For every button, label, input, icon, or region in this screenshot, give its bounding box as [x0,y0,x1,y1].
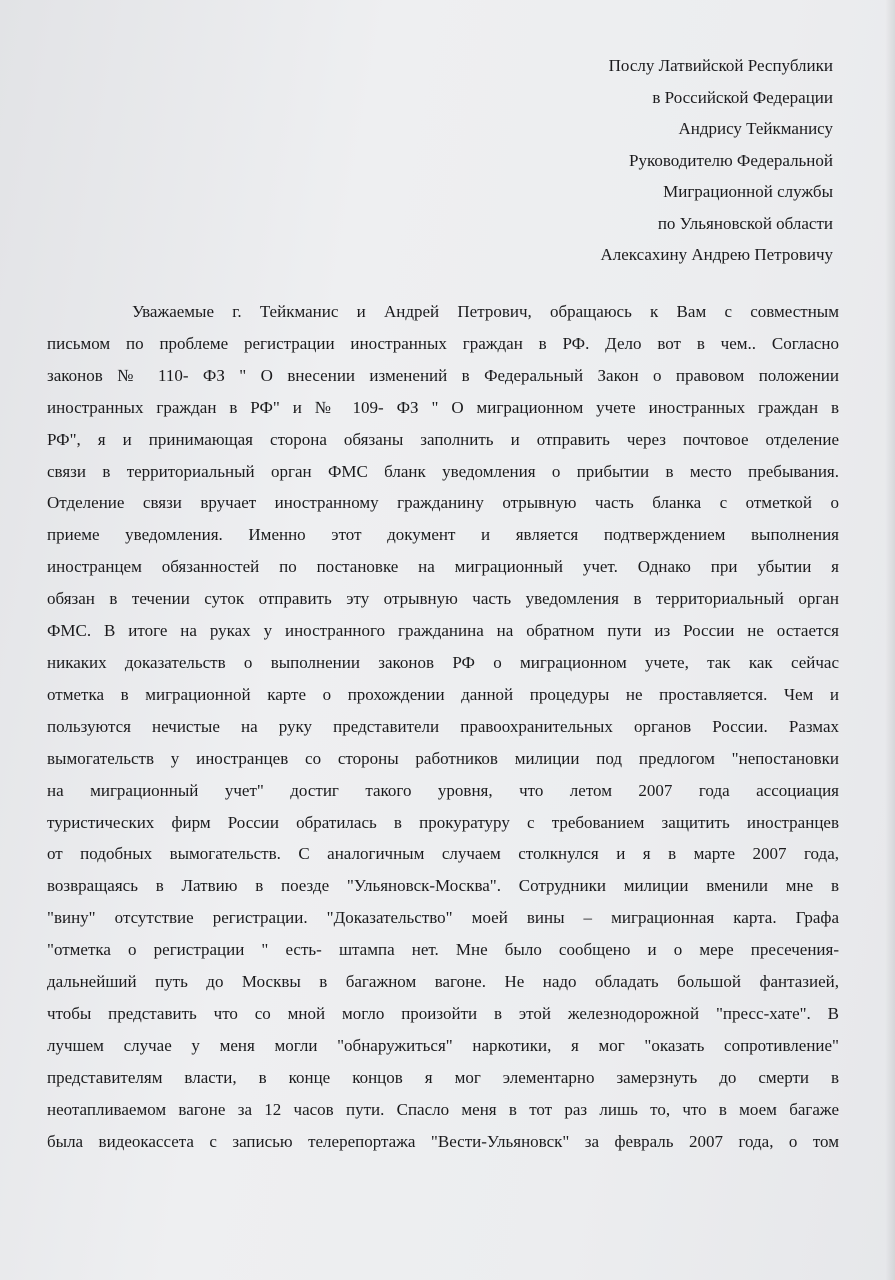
body-line: пользуются нечистые на руку представители правоохранительных органов России. Размах [47,716,839,736]
body-line: дальнейший путь до Москвы в багажном вагоне. Не надо обладать большой фантазией, [47,972,839,992]
body-line: "вину" отсутствие регистрации. "Доказательство" моей вины – миграционная карта. Графа [47,908,839,928]
body-line: Отделение связи вручает иностранному гражданину отрывную часть бланка с отметкой о [47,493,839,513]
body-line: представителям власти, в конце концов я мог элементарно замерзнуть до смерти в [47,1067,839,1087]
addressee-line: по Ульяновской области [657,213,833,233]
addressee-line: Миграционной службы [663,182,833,201]
body-line: чтобы представить что со мной могло произойти в этой железнодорожной "пресс-хате". В [47,1003,839,1023]
page-edge-shadow [885,0,895,1280]
body-line: законов № 110- ФЗ " О внесении изменений в Федеральный Закон о правовом положении [47,365,839,385]
body-line: была видеокассета с записью телерепортажа "Вести-Ульяновск" за февраль 2007 года, о том [47,1131,839,1151]
body-line: отметка в миграционной карте о прохождении данной процедуры не проставляется. Чем и [47,684,839,704]
body-line: ФМС. В итоге на руках у иностранного гражданина на обратном пути из России не остается [47,621,839,641]
body-line: приеме уведомления. Именно этот документ и является подтверждением выполнения [47,525,839,545]
body-line: письмом по проблеме регистрации иностранных граждан в РФ. Дело вот в чем.. Согласно [47,333,839,353]
addressee-line: Алексахину Андрею Петровичу [600,245,833,264]
body-line: от подобных вымогательств. С аналогичным случаем столкнулся и я в марте 2007 года, [47,844,839,864]
letter-body [47,296,839,1157]
body-line: лучшем случае у меня могли "обнаружиться" наркотики, я мог "оказать сопротивление" [47,1035,839,1055]
addressee-block [433,50,833,271]
addressee-line: в Российской Федерации [652,87,833,107]
addressee-line: Андрису Тейкманису [678,119,833,138]
body-line: возвращаясь в Латвию в поезде "Ульяновск-Москва". Сотрудники милиции вменили мне в [47,876,839,896]
body-line: вымогательств у иностранцев со стороны работников милиции под предлогом "непостановки [47,748,839,768]
body-line: "отметка о регистрации " есть- штампа нет. Мне было сообщено и о мере пресечения- [47,940,839,960]
addressee-line: Послу Латвийской Республики [608,56,833,75]
body-line: неотапливаемом вагоне за 12 часов пути. Спасло меня в тот раз лишь то, что в моем багаже [47,1099,839,1119]
body-line: иностранных граждан в РФ" и № 109- ФЗ " О миграционном учете иностранных граждан в [47,397,839,417]
body-line: на миграционный учет" достиг такого уровня, что летом 2007 года ассоциация [47,780,839,800]
body-line: иностранцем обязанностей по постановке на миграционный учет. Однако при убытии я [47,557,839,577]
body-line: связи в территориальный орган ФМС бланк уведомления о прибытии в место пребывания. [47,461,839,481]
body-line: РФ", я и принимающая сторона обязаны заполнить и отправить через почтовое отделение [47,429,839,449]
addressee-line: Руководителю Федеральной [629,150,833,170]
body-line: обязан в течении суток отправить эту отрывную часть уведомления в территориальный орган [47,589,839,609]
body-line: Уважаемые г. Тейкманис и Андрей Петрович, обращаюсь к Вам с совместным [132,302,839,321]
body-line: туристических фирм России обратилась в прокуратуру с требованием защитить иностранцев [47,812,839,832]
body-line: никаких доказательств о выполнении законов РФ о миграционном учете, так как сейчас [47,652,839,672]
